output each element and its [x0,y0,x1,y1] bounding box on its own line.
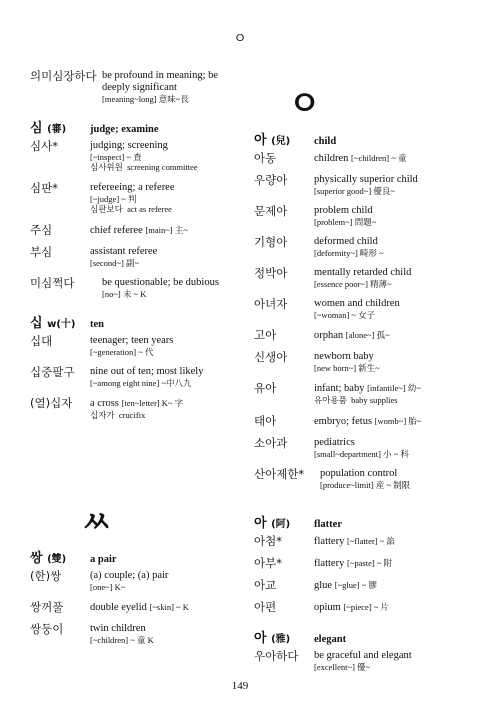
dictionary-entry [254,650,454,672]
dictionary-entry [254,205,454,227]
definition [102,70,235,104]
gloss: children [314,153,349,164]
dictionary-entry [254,601,454,614]
gloss: newborn baby [314,351,374,362]
etymology: [main~] 主~ [145,225,188,235]
gloss: orphan [314,330,344,341]
etymology: [~paste] ~ 附 [346,558,393,568]
etymology: [~children] ~ 童 K [90,635,154,645]
dictionary-entry [254,382,454,406]
example-korean: 심판보다 [90,205,123,215]
gloss: women and children [314,298,400,309]
page-number: 149 [231,680,249,692]
definition [314,535,454,548]
gloss: problem child [314,205,373,216]
headword: 쌍둥이 [30,622,64,636]
gloss: physically superior child [314,174,418,185]
lead-entry [254,517,454,531]
gloss: (a) couple; (a) pair [90,570,169,581]
etymology: [one~] K~ [90,582,126,592]
lead-entry [254,134,454,148]
definition [90,366,235,388]
example [90,204,235,215]
etymology: [~among eight nine] ~中八九 [90,378,192,388]
definition [90,224,235,237]
etymology: [essence poor~] 精薄~ [314,279,392,289]
dictionary-entry [30,335,235,357]
lead-headword: 심 (審) [30,121,67,136]
headword: 부심 [30,245,53,259]
gloss: be graceful and elegant [314,650,412,661]
definition [314,650,454,672]
definition [90,623,235,645]
headword: 아편 [254,600,277,614]
lead-gloss: a pair [90,554,117,565]
dictionary-entry [254,415,454,428]
definition [90,140,235,173]
definition [314,351,454,373]
gloss: twin children [90,623,146,634]
etymology: [~inspect] ~ 査 [90,152,142,162]
etymology: [~skin] ~ K [149,602,189,612]
lead-gloss: ten [90,319,104,330]
definition [320,468,454,490]
headword: (한)쌍 [30,569,62,583]
gloss: pediatrics [314,437,355,448]
dictionary-entry [30,224,235,237]
etymology: [~woman] ~ 女子 [314,310,376,320]
gloss: be profound in meaning; be deeply significant [102,70,219,93]
headword: 의미심장하다 [30,69,97,83]
headword: 정박아 [254,266,288,280]
definition [314,267,454,289]
dictionary-entry [254,152,454,165]
etymology: [~glue] ~ 膠 [334,580,377,590]
headword: 태아 [254,414,277,428]
headword: (열)십자 [30,396,73,410]
headword: 십대 [30,334,53,348]
dictionary-entry [254,351,454,373]
hanja: (阿) [271,519,291,530]
hanja: (雙) [47,554,67,565]
example-korean: 심사위원 [90,163,123,173]
etymology: [~children] ~ 童 [351,153,407,163]
gloss: teenager; teen years [90,335,174,346]
etymology: [alone~] 孤~ [345,330,390,340]
dictionary-entry [254,579,454,592]
lead-entry [30,317,235,331]
headword: 쌍꺼풀 [30,600,64,614]
definition [314,174,454,196]
headword: 심판* [30,181,58,195]
lead-entry [30,552,235,566]
etymology: [womb~] 胎~ [374,416,422,426]
definition [90,246,235,268]
dictionary-entry [30,570,235,592]
headword: 소아과 [254,436,288,450]
etymology: [deformity~] 畸形 ~ [314,248,384,258]
dictionary-entry [30,182,235,215]
section-letter-a: ㅇ [288,84,321,124]
lead-entry [254,632,454,646]
gloss: flattery [314,536,345,547]
dictionary-entry [30,366,235,388]
definition [90,182,235,215]
headword: 심사* [30,139,58,153]
hanja: (審) [47,124,67,135]
headword: 산아제한* [254,467,305,481]
headword: 아동 [254,151,277,165]
gloss: refereeing; a referee [90,182,175,193]
dictionary-entry [254,236,454,258]
headword: 아녀자 [254,297,288,311]
gloss: judging; screening [90,140,168,151]
headword: 유아 [254,381,277,395]
dictionary-entry [30,623,235,645]
definition [314,579,454,592]
headword: 십중팔구 [30,365,75,379]
gloss: nine out of ten; most likely [90,366,204,377]
dictionary-entry [254,267,454,289]
etymology: [problem~] 問題~ [314,217,377,227]
lead-gloss: child [314,136,337,147]
headword: 아첨* [254,534,282,548]
dictionary-entry [254,298,454,320]
example-korean: 십자가 [90,411,115,421]
etymology: [new born~] 新生~ [314,363,380,373]
dictionary-entry [30,601,235,614]
right-column [254,134,454,672]
dictionary-entry [254,329,454,342]
etymology: [small~department] 小 ~ 科 [314,449,409,459]
dictionary-entry [30,246,235,268]
etymology: [excellent~] 優~ [314,662,371,672]
etymology: [infantile~] 幼~ [367,383,421,393]
definition [314,382,454,406]
etymology: [no~] 未 ~ K [102,289,147,299]
dictionary-entry [254,174,454,196]
etymology: [ten~letter] K~ 字 [121,398,184,408]
etymology: [~generation] ~ 代 [90,347,154,357]
definition [314,298,454,320]
dictionary-entry [30,70,235,104]
lead-entry [30,122,235,136]
gloss: double eyelid [90,602,147,613]
lead-headword: 십 w(十) [30,316,76,331]
example-english: baby supplies [351,395,398,405]
lead-headword: 쌍 (雙) [30,551,67,566]
example-english: act as referee [127,204,172,214]
definition [314,601,454,614]
dictionary-entry [254,557,454,570]
dictionary-entry [30,140,235,173]
example [90,410,235,421]
definition [90,601,235,614]
definition [314,437,454,459]
gloss: opium [314,602,341,613]
definition [314,415,454,428]
headword: 우량아 [254,173,288,187]
gloss: chief referee [90,225,143,236]
headword: 아교 [254,578,277,592]
lead-headword: 아 (雅) [254,631,291,646]
definition [102,277,235,299]
gloss: assistant referee [90,246,158,257]
left-column [30,70,235,421]
headword: 기형아 [254,235,288,249]
lead-gloss: flatter [314,519,342,530]
etymology: [second~] 副~ [90,258,140,268]
etymology: [superior good~] 優良~ [314,186,395,196]
lead-gloss: judge; examine [90,124,159,135]
example-english: screening committee [127,162,198,172]
gloss: flattery [314,558,345,569]
gloss: population control [320,468,398,479]
headword: 주심 [30,223,53,237]
example-english: crucifix [118,410,146,420]
hanja: (雅) [271,634,291,645]
gloss: infant; baby [314,383,365,394]
lead-headword: 아 (阿) [254,516,291,531]
definition [314,236,454,258]
section-letter-ss: ㅆ [82,505,105,540]
gloss: glue [314,580,333,591]
definition [314,152,454,165]
left-column-lower [30,552,235,645]
page-header-letter: ㅇ [233,32,247,47]
definition [314,557,454,570]
dictionary-entry [254,468,454,490]
example-korean: 유아용품 [314,396,347,406]
gloss: mentally retarded child [314,267,412,278]
headword: 아부* [254,556,282,570]
definition [90,397,235,421]
hanja: w(十) [47,319,76,330]
etymology: [~piece] ~ 片 [343,602,390,612]
dictionary-entry [254,437,454,459]
gloss: be questionable; be dubious [102,277,219,288]
lead-gloss: elegant [314,634,347,645]
etymology: [~flatter] ~ 諂 [346,536,395,546]
dictionary-entry [30,397,235,421]
example [90,162,235,173]
headword: 고아 [254,328,277,342]
definition [90,335,235,357]
headword: 미심쩍다 [30,276,75,290]
definition [314,329,454,342]
headword: 우아하다 [254,649,299,663]
gloss: deformed child [314,236,378,247]
headword: 신생아 [254,350,288,364]
etymology: [meaning~long] 意味~長 [102,94,189,104]
definition [90,570,235,592]
definition [314,205,454,227]
lead-headword: 아 (兒) [254,133,291,148]
etymology: [produce~limit] 産 ~ 制限 [320,480,411,490]
example [314,395,454,406]
headword: 문제아 [254,204,288,218]
gloss: embryo; fetus [314,416,373,427]
gloss: a cross [90,398,119,409]
dictionary-entry [254,535,454,548]
hanja: (兒) [271,136,291,147]
dictionary-entry [30,277,235,299]
etymology: [~judge] ~ 判 [90,194,137,204]
